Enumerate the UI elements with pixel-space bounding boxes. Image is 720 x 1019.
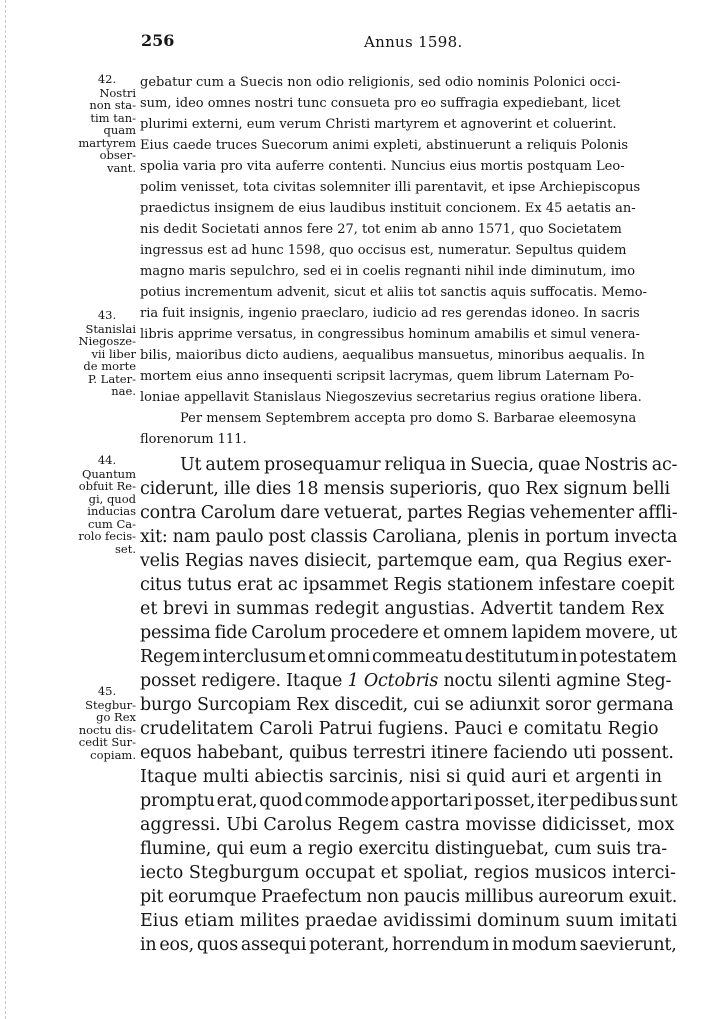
margin-note-line: gi, quod	[88, 491, 136, 506]
text-line: ria fuit insignis, ingenio praeclaro, iudicio ad res gerendas idoneo. In sacris	[140, 306, 640, 321]
margin-note-line: inducias	[87, 504, 136, 518]
margin-note-42	[62, 73, 136, 174]
text-line: loniae appellavit Stanislaus Niegoszevius secretarius regius oratione libera.	[140, 390, 642, 405]
margin-note-line: cum Ca-	[88, 516, 136, 531]
margin-note-line: Niegosze-	[78, 334, 136, 348]
text-line: ciderunt, ille dies 18 mensis superioris, quo Rex signum belli	[140, 479, 670, 499]
text-line: Eius caede truces Suecorum animi expleti, abstinuerunt a reliquis Polonis	[140, 138, 629, 153]
text-line: velis Regias naves disiecit, partemque eam, qua Regius exer-	[140, 551, 672, 571]
margin-note-number: 44.	[97, 453, 117, 467]
text-line: iecto Stegburgum occupat et spoliat, regios musicos interci-	[140, 863, 676, 883]
text-line: mortem eius anno insequenti scripsit lacrymas, quem librum Laternam Po-	[140, 369, 635, 384]
margin-note-line: rolo fecis-	[78, 529, 136, 543]
text-line	[140, 671, 677, 691]
margin-note-line: vant.	[106, 160, 136, 175]
margin-note-line: go Rex	[96, 710, 136, 724]
margin-note-line: P. Later-	[87, 371, 136, 386]
margin-note-line: cedit Sur-	[78, 735, 136, 749]
page-number: 256	[141, 31, 175, 50]
margin-note-line: set.	[115, 541, 136, 556]
text-line: Eius etiam milites praedae avidissimi dominum suum imitati	[140, 911, 678, 931]
text-line: magno maris sepulchro, sed ei in coelis regnanti nihil inde diminutum, imo	[140, 264, 636, 279]
scan-edge-line	[5, 0, 6, 1019]
text-line: contra Carolum dare vetuerat, partes Regias vehementer affli-	[140, 503, 678, 523]
text-line: spolia varia pro vita auferre contenti. Nuncius eius mortis postquam Leo-	[140, 159, 625, 174]
margin-note-line: quam	[103, 123, 136, 137]
text-line: burgo Surcopiam Rex discedit, cui se adiunxit soror germana	[140, 695, 674, 715]
margin-note-45	[62, 685, 136, 761]
text-line: nis dedit Societati annos fere 27, tot enim ab anno 1571, quo Societatem	[140, 222, 622, 237]
text-line: aggressi. Ubi Carolus Regem castra movisse didicisset, mox	[140, 815, 675, 835]
text-line: potius incrementum advenit, sicut et aliis tot sanctis aquis suffocatis. Memo-	[140, 285, 647, 300]
margin-note-number: 43.	[97, 308, 117, 322]
text-line: Per mensem Septembrem accepta pro domo S. Barbarae eleemosyna	[180, 411, 637, 426]
text-line: gebatur cum a Suecis non odio religionis, sed odio nominis Polonici occi-	[140, 75, 621, 90]
margin-note-line: Nostri	[99, 85, 136, 100]
margin-note-line: de morte	[83, 359, 136, 373]
margin-note-line: Stegbur-	[85, 697, 136, 712]
margin-note-44	[62, 454, 136, 555]
text-line: Ut autem prosequamur reliqua in Suecia, quae Nostris ac-	[180, 455, 678, 475]
margin-note-line: vii liber	[91, 346, 136, 361]
margin-note-number: 45.	[97, 684, 117, 698]
margin-note-line: martyrem	[78, 135, 136, 150]
text-line: ingressus est ad hunc 1598, quo occisus est, numeratur. Sepultus quidem	[140, 243, 627, 258]
text-line: sum, ideo omnes nostri tunc consueta pro eo suffragia expediebant, licet	[140, 96, 621, 111]
text-line: plurimi externi, eum verum Christi martyrem et agnoverint et coluerint.	[140, 117, 617, 132]
text-line: equos habebant, quibus terrestri itinere faciendo uti possent.	[140, 743, 674, 763]
text-line: et brevi in summas redegit angustias. Advertit tandem Rex	[140, 599, 665, 619]
text-line: in eos, quos assequi poterant, horrendum in modum saevierunt,	[140, 935, 677, 955]
margin-note-line: noctu dis-	[78, 722, 136, 737]
margin-note-line: nae.	[111, 384, 136, 398]
text-line: xit: nam paulo post classis Caroliana, plenis in portum invecta	[140, 527, 678, 547]
margin-note-line: non sta-	[89, 98, 136, 112]
running-head: Annus 1598.	[364, 33, 463, 51]
text-line: florenorum 111.	[140, 432, 247, 447]
text-segment: posset redigere. Itaque	[140, 671, 348, 691]
text-line: Itaque multi abiectis sarcinis, nisi si quid auri et argenti in	[140, 767, 662, 787]
text-line: pit eorumque Praefectum non paucis millibus aureorum exuit.	[140, 887, 678, 907]
text-line: Regem interclusum et omni commeatu destitutum in potestatem	[140, 647, 677, 667]
text-line: libris apprime versatus, in congressibus hominum amabilis et simul venera-	[140, 327, 640, 342]
text-segment: noctu silenti agmine Steg-	[438, 671, 672, 691]
margin-note-line: Stanislai	[85, 321, 136, 336]
text-line: pessima fide Carolum procedere et omnem lapidem movere, ut	[140, 623, 678, 643]
margin-note-line: tim tan-	[90, 110, 136, 125]
margin-note-line: obser-	[99, 148, 136, 162]
text-line: praedictus insignem de eius laudibus instituit concionem. Ex 45 aetatis an-	[140, 201, 636, 216]
text-line: flumine, qui eum a regio exercitu distinguebat, cum suis tra-	[140, 839, 668, 859]
margin-note-number: 42.	[97, 72, 117, 86]
text-line: citus tutus erat ac ipsammet Regis stationem infestare coepit	[140, 575, 675, 595]
text-line: promptu erat, quod commode apportari posset, iter pedibus sunt	[140, 791, 678, 811]
margin-note-line: obfuit Re-	[78, 479, 136, 493]
margin-note-line: Quantum	[81, 466, 136, 481]
text-line: crudelitatem Caroli Patrui fugiens. Pauci e comitatu Regio	[140, 719, 659, 739]
date-italic: 1 Octobris	[347, 671, 439, 691]
text-line: polim venisset, tota civitas solemniter illi parentavit, et ipse Archiepiscopus	[140, 180, 641, 195]
margin-note-43	[62, 309, 136, 398]
margin-note-line: copiam.	[90, 747, 136, 762]
text-line: bilis, maioribus dicto audiens, aequalibus mansuetus, minoribus aequalis. In	[140, 348, 645, 363]
